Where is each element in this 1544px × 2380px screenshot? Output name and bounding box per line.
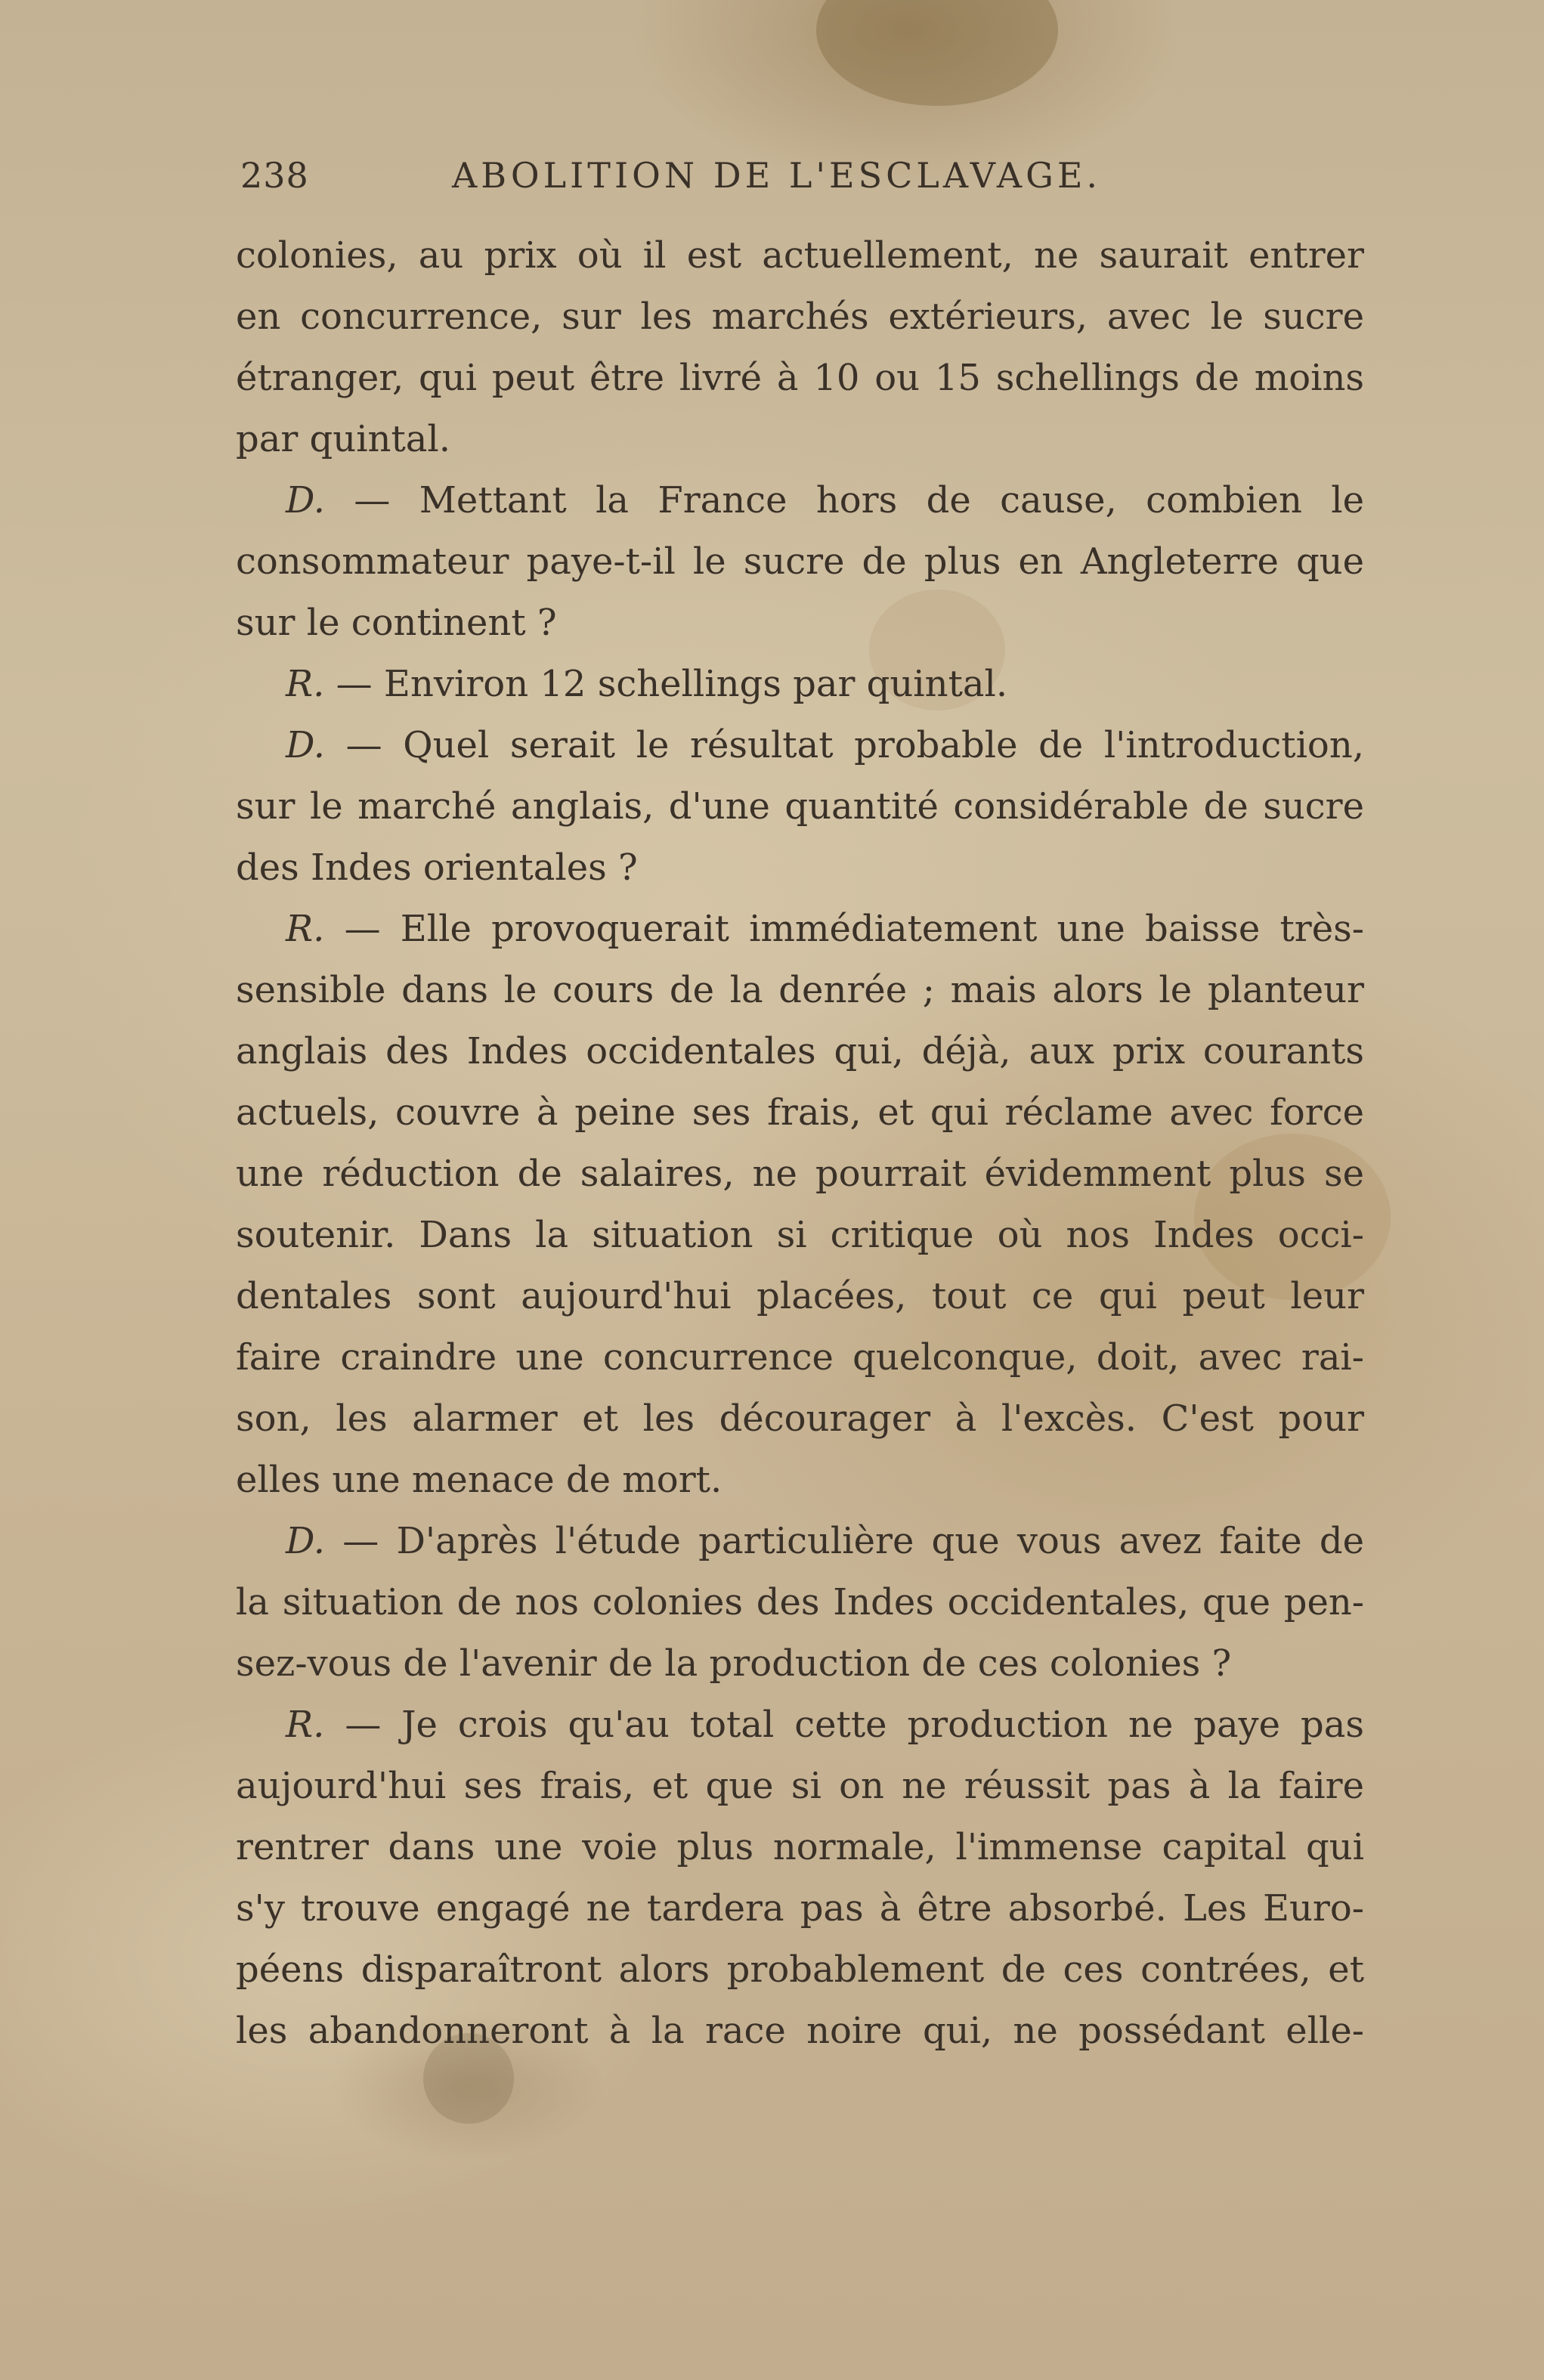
text-line: soutenir. Dans la situation si critique où nos Indes occi- — [236, 1214, 1364, 1256]
text-line: dentales sont aujourd'hui placées, tout ce qui peut leur — [236, 1275, 1364, 1317]
speaker-label: D. — [286, 724, 326, 766]
body-text — [236, 225, 1364, 2062]
answer-line: R. — Je crois qu'au total cette production ne paye pas — [286, 1704, 1364, 1746]
question-line: D. — Mettant la France hors de cause, combien le — [286, 479, 1364, 521]
running-head — [240, 155, 1374, 208]
text-line: une réduction de salaires, ne pourrait évidemment plus se — [236, 1153, 1364, 1195]
text-line: en concurrence, sur les marchés extérieurs, avec le sucre — [236, 296, 1364, 338]
text-line: s'y trouve engagé ne tardera pas à être absorbé. Les Euro- — [236, 1887, 1364, 1930]
speaker-label: R. — [286, 908, 325, 950]
text-line: colonies, au prix où il est actuellement, ne saurait entrer — [236, 234, 1364, 277]
text-line: elles une menace de mort. — [236, 1459, 722, 1501]
running-title: ABOLITION DE L'ESCLAVAGE. — [452, 155, 1102, 196]
speaker-label: R. — [286, 1704, 325, 1746]
question-line: D. — D'après l'étude particulière que vous avez faite de — [286, 1520, 1364, 1562]
text-line: anglais des Indes occidentales qui, déjà, aux prix courants — [236, 1030, 1364, 1072]
text-line: péens disparaîtront alors probablement de ces contrées, et — [236, 1948, 1364, 1991]
page-number: 238 — [240, 155, 309, 196]
text-line: sensible dans le cours de la denrée ; mais alors le planteur — [236, 969, 1364, 1011]
text-line: sez-vous de l'avenir de la production de ces colonies ? — [236, 1642, 1232, 1685]
text-line: faire craindre une concurrence quelconque, doit, avec rai- — [236, 1336, 1364, 1379]
text-line: aujourd'hui ses frais, et que si on ne réussit pas à la faire — [236, 1765, 1364, 1807]
answer-line: R. — Environ 12 schellings par quintal. — [286, 663, 1008, 705]
text-line: son, les alarmer et les décourager à l'excès. C'est pour — [236, 1397, 1364, 1440]
text-line: actuels, couvre à peine ses frais, et qui réclame avec force — [236, 1091, 1364, 1134]
text-line: des Indes orientales ? — [236, 846, 638, 889]
text-line: sur le continent ? — [236, 602, 557, 644]
text-line: étranger, qui peut être livré à 10 ou 15 schellings de moins — [236, 357, 1364, 399]
speaker-label: D. — [286, 1520, 326, 1562]
text-line: les abandonneront à la race noire qui, ne possédant elle- — [236, 2010, 1364, 2052]
text-line: sur le marché anglais, d'une quantité considérable de sucre — [236, 785, 1364, 828]
text-line: consommateur paye-t-il le sucre de plus en Angleterre que — [236, 540, 1364, 583]
paper-stain — [816, 0, 1058, 106]
text-line: rentrer dans une voie plus normale, l'immense capital qui — [236, 1826, 1364, 1868]
answer-line: R. — Elle provoquerait immédiatement une baisse très- — [286, 908, 1364, 950]
question-line: D. — Quel serait le résultat probable de l'introduction, — [286, 724, 1364, 766]
speaker-label: D. — [286, 479, 326, 521]
text-line: par quintal. — [236, 418, 450, 460]
text-line: la situation de nos colonies des Indes occidentales, que pen- — [236, 1581, 1364, 1623]
speaker-label: R. — [286, 663, 325, 705]
